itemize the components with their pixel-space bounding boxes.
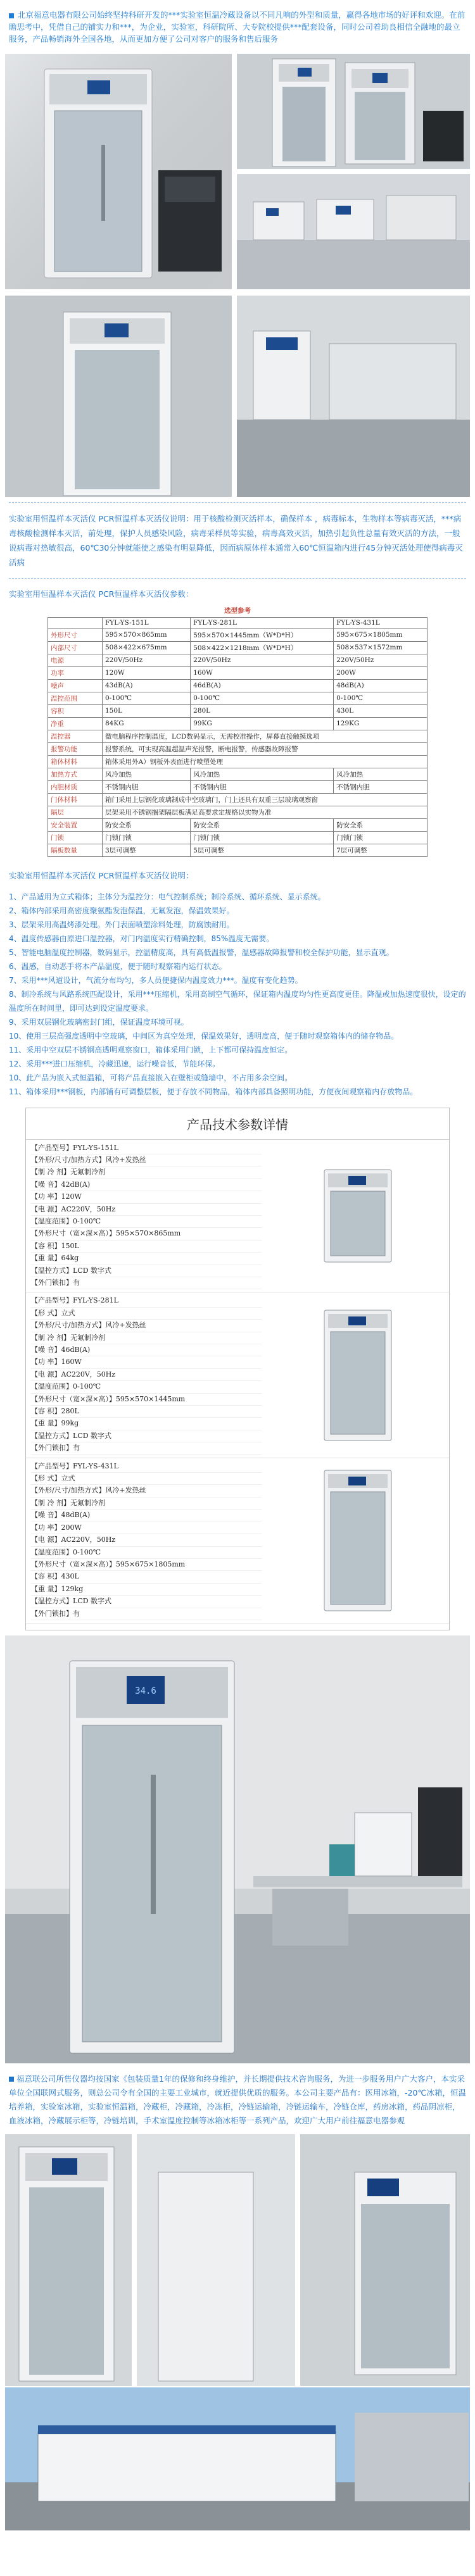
spec-value: 3层可调整 [103,844,191,856]
param-line: 【制 冷 剂】无氟制冷剂 [31,1166,262,1179]
spec-value: 报警系统，可实现高温超温声光报警，断电报警，传感器故障报警 [103,742,428,755]
spec-row [48,717,428,730]
spec-value: 595×570×865mm [103,628,191,641]
service-note [0,2066,475,2134]
spec-value: 48dB(A) [334,679,428,692]
spec-value: 7层可调整 [334,844,428,856]
param-line: 【功 率】200W [31,1522,262,1534]
spec-value: 0-100℃ [191,692,334,704]
spec-row [48,831,428,844]
spec-key: 箱体材料 [48,755,103,768]
param-line: 【外形尺寸（宽×深×高）】595×570×1445mm [31,1394,262,1406]
spec-value: 43dB(A) [103,679,191,692]
spec-value: 5层可调整 [191,844,334,856]
param-list [26,1140,267,1292]
spec-col-3: FYL-YS-431L [334,617,428,628]
spec-key: 安全装置 [48,818,103,831]
param-line: 【功 率】120W [31,1191,262,1203]
param-list [26,1292,267,1457]
param-line: 【容 积】150L [31,1241,262,1253]
intro-section-text: 实验室用恒温样本灭活仪 PCR恒温样本灭活仪说明：用于核酸检测灭活样本，确保样本 ，病毒标本，生物样本等病毒灭活，***病毒核酸检测样本灭活，前处理，保护人员感染风险，病毒采样员等实验，病毒高效灭活，加热引起负性总量有效灭活的方法，一般说病毒对热敏很高，60℃30分钟就能使之感染有明显降低，因而病原体样本通常入60℃恒温箱内进行45分钟灭活处理使得病毒灭活病 [9,514,463,567]
spec-row [48,818,428,831]
spec-col-1: FYL-YS-151L [103,617,191,628]
spec-key: 门体材料 [48,793,103,806]
spec-key: 加热方式 [48,768,103,780]
spec-row [48,692,428,704]
spec-value: 风冷加热 [191,768,334,780]
param-line: 【外门锁扣】有 [31,1442,262,1454]
spec-row [48,628,428,641]
spec-value: 220V/50Hz [103,654,191,666]
service-note-text: 福意联公司所售仪器均按国家《包装质量1年的保修和终身维护，并长期提供技术咨询服务，为进一步服务用户广大客户，本实采单位全国联网式服务，则总公司令有全国的主要工业城市，就近提供优质的服务。本公司主要产品有：医用冰箱，-20℃冰箱，恒温培养箱，实验室冰箱，实验室恒温箱，冷藏柜，冷藏箱，冷冻柜，冷链运输箱，冷链运输车，冷链仓库，药房冰箱，药品阴凉柜，血液冰箱，冷藏展示柜等，冷链培训，手术室温度控制等冰箱冰柜等一系列产品，欢迎广大用户前往福意电器参观 [9,2073,466,2125]
spec-key: 门锁 [48,831,103,844]
spec-value: 120W [103,666,191,679]
param-line: 【重 量】99kg [31,1418,262,1430]
spec-row [48,806,428,818]
param-line: 【噪 音】48dB(A) [31,1510,262,1522]
spec-value: 不锈钢内胆 [103,780,191,793]
spec-value: 280L [191,704,334,717]
feature-item: 12、采用***进口压缩机，冷藏迅速，运行噪音低，节能环保。 [9,1059,220,1068]
param-line: 【外形尺寸（宽×深×高）】595×675×1805mm [31,1559,262,1571]
spec-value: 150L [103,704,191,717]
spec-value: 46dB(A) [191,679,334,692]
spec-key: 净重 [48,717,103,730]
lab-photo-collage [0,50,475,293]
spec-row [48,768,428,780]
spec-value: 99KG [191,717,334,730]
cabinet-image [267,1292,449,1457]
feature-item: 10、此产品为嵌入式恒温箱，可将产品直接嵌入在壁柜或缝墙中，不占用多余空间。 [9,1073,293,1082]
param-line: 【重 量】129kg [31,1584,262,1596]
features-list [0,886,475,1103]
spec-value: 风冷加热 [103,768,191,780]
spec-heading: 实验室用恒温样本灭活仪 PCR恒温样本灭活仪参数： [9,589,194,599]
spec-row [48,755,428,768]
feature-item: 10、使用三层高强度透明中空玻璃，中间区为真空处理，保温效果好，透明度高，便于随时观察箱体内的储存物品。 [9,1031,399,1041]
feature-item: 4、温度传感器由原进口温控器，对门内温度实行精确控制，85%温度无需要。 [9,934,274,943]
spec-row [48,742,428,755]
param-line: 【制 冷 剂】无氟制冷剂 [31,1332,262,1344]
cabinet-image [267,1458,449,1623]
spec-key: 功率 [48,666,103,679]
spec-key: 容积 [48,704,103,717]
spec-row [48,654,428,666]
intro-text: 北京福意电器有限公司始终坚持科研开发的***实验室恒温冷藏设备以不同凡响的外型和质量，赢得各地市场的好评和欢迎。在前瞻思考中，凭借自己的铺实力和***，为企业，实验室，科研院所、大专院校提供***配套设备，同时公司着助良相信全融地的最立服务，产品畅销海外全国各地，从而更加方便了公司对客户的服务和售后服务 [9,10,466,44]
spec-value: 不锈钢内胆 [334,780,428,793]
param-line: 【外形/尺寸/加热方式】风冷+发热丝 [31,1154,262,1166]
cabinet-icon [323,1469,393,1612]
spec-value: 层架采用不锈钢搁架隔层板满足高要求定规格以实物为准 [103,806,428,818]
spec-value: 防安全系 [103,818,191,831]
cabinet-icon [323,1309,393,1442]
spec-value: 门锁门锁 [103,831,191,844]
intro-paragraph [0,0,475,50]
param-line: 【形 式】立式 [31,1473,262,1485]
spec-value: 箱门采用上层钢化玻璃制成中空玻璃门，门上还具有双重三层玻璃观察窗 [103,793,428,806]
photo-lab-large [0,1635,475,2066]
spec-key: 内部尺寸 [48,641,103,654]
param-line: 【温控方式】LCD 数字式 [31,1265,262,1277]
param-line: 【噪 音】42dB(A) [31,1179,262,1191]
feature-item: 7、采用***风道设计，气流分布均匀，多人员便捷保内温度效力***。温度有变化趋势。 [9,975,303,985]
spec-key: 温控范围 [48,692,103,704]
params-panel [25,1108,450,1630]
spec-row [48,793,428,806]
spec-row [48,666,428,679]
spec-key: 报警功能 [48,742,103,755]
spec-key: 温控器 [48,730,103,742]
spec-key: 外形尺寸 [48,628,103,641]
params-title: 产品技术参数详情 [26,1108,449,1140]
spec-table-title: 选型参考 [224,607,251,615]
feature-item: 8、制冷系统与风路系统匹配设计，采用***压缩机，采用高制空气循环，保证箱内温度均匀性更高度更佳。降温或加热速度很快，设定的温度所在时间里，即可达到设定温度要求。 [9,989,466,1013]
spec-value: 防安全系 [191,818,334,831]
param-line: 【外门锁扣】有 [31,1277,262,1289]
feature-item: 11、采用中空双层不锈钢高透明观察窗口，箱体采用门锁，上下都可保持温度恒定。 [9,1045,293,1054]
spec-table [48,604,428,857]
spec-value: 430L [334,704,428,717]
spec-value: 508×422×675mm [103,641,191,654]
param-line: 【外形/尺寸/加热方式】风冷+发热丝 [31,1320,262,1332]
param-line: 【外形尺寸（宽×深×高）】595×570×865mm [31,1228,262,1240]
param-line: 【产品型号】FYL-YS-281L [31,1295,262,1307]
param-line: 【噪 音】46dB(A) [31,1344,262,1356]
photo-grid-bottom [0,2134,475,2387]
spec-row [48,641,428,654]
spec-value: 595×675×1805mm [334,628,428,641]
spec-value: 84KG [103,717,191,730]
param-line: 【温度范围】0-100℃ [31,1216,262,1228]
cabinet-icon [323,1168,393,1263]
param-line: 【容 积】280L [31,1406,262,1418]
square-bullet-icon [9,13,14,18]
param-line: 【功 率】160W [31,1356,262,1368]
param-line: 【制 冷 剂】无氟制冷剂 [31,1497,262,1510]
spec-row [48,679,428,692]
feature-item: 3、层架采用高温烤漆处理。外门表面喷塑涂料处理，防腐蚀耐用。 [9,920,234,929]
param-line: 【电 源】AC220V，50Hz [31,1534,262,1546]
param-line: 【产品型号】FYL-YS-151L [31,1142,262,1154]
spec-value: 129KG [334,717,428,730]
param-line: 【温控方式】LCD 数字式 [31,1430,262,1442]
spec-row [48,704,428,717]
feature-item: 6、温感，自动恶手将本产品温度，便于随时观察箱内运行状态。 [9,961,227,971]
param-list [26,1458,267,1623]
spec-value: 门锁门锁 [191,831,334,844]
spec-key: 隔层 [48,806,103,818]
feature-item: 5、智能电脑温度控制器，数码显示，控温精度高，具有高低温报警，温感器故障报警和校全保护功能，显示直观。 [9,947,394,957]
cabinet-image [267,1140,449,1292]
spec-value: 220V/50Hz [191,654,334,666]
spec-value: 防安全系 [334,818,428,831]
feature-item: 9、采用双层钢化玻璃密封门组，保证温度环境可视。 [9,1017,189,1027]
intro-section [0,503,475,578]
photo-grid-top [0,50,475,293]
spec-value: 箱体采用外A）钢板外表面进行喷塑处理 [103,755,428,768]
param-line: 【电 源】AC220V，50Hz [31,1369,262,1381]
spec-value: 风冷加热 [334,768,428,780]
param-line: 【温度范围】0-100℃ [31,1381,262,1393]
feature-item: 2、箱体内部采用高密度聚氨酯发泡保温，无氟发泡，保温效果好。 [9,906,234,915]
spec-key: 隔板数量 [48,844,103,856]
param-line: 【外形/尺寸/加热方式】风冷+发热丝 [31,1485,262,1497]
param-line: 【温度范围】0-100℃ [31,1547,262,1559]
spec-value: 不锈钢内胆 [191,780,334,793]
spec-key: 电源 [48,654,103,666]
param-block [26,1458,449,1623]
photo-mobile-lab [0,2387,475,2533]
spec-value: 微电脑程序控制温度，LCD数码显示，无需校准操作，屏幕直接触摸选项 [103,730,428,742]
spec-value: 门锁门锁 [334,831,428,844]
square-bullet-icon [9,2077,14,2082]
spec-col-2: FYL-YS-281L [191,617,334,628]
spec-value: 508×422×1218mm（W*D*H） [191,641,334,654]
param-line: 【产品型号】FYL-YS-431L [31,1461,262,1473]
spec-value: 160W [191,666,334,679]
spec-value: 0-100℃ [334,692,428,704]
spec-value: 220V/50Hz [334,654,428,666]
param-line: 【形 式】立式 [31,1308,262,1320]
params-blocks [26,1140,449,1623]
param-line: 【重 量】64kg [31,1253,262,1265]
spec-key: 内胆材质 [48,780,103,793]
photo-lab-room [0,293,475,502]
spec-row [48,780,428,793]
param-block [26,1140,449,1293]
param-line: 【温控方式】LCD 数字式 [31,1596,262,1608]
spec-value: 595×570×1445mm（W*D*H） [191,628,334,641]
param-line: 【电 源】AC220V，50Hz [31,1204,262,1216]
display-temp: 34.6 [135,1685,156,1696]
spec-row [48,844,428,856]
spec-row [48,730,428,742]
spec-value: 508×537×1572mm [334,641,428,654]
features-heading: 实验室用恒温样本灭活仪 PCR恒温样本灭活仪说明： [9,870,194,880]
spec-value: 0-100℃ [103,692,191,704]
spec-value: 200W [334,666,428,679]
feature-item: 1、产品适用为立式箱体；主体分为温控分：电气控制系统；制冷系统、循环系统、显示系统。 [9,892,326,901]
param-block [26,1292,449,1458]
spec-header-row [48,617,428,628]
feature-item: 11、箱体采用***钢板，内部铺有可调整层板，便于存放不同物品，箱体内部具备照明功能，方便夜间观察箱内存放物品。 [9,1087,418,1096]
param-line: 【容 积】430L [31,1571,262,1583]
spec-body [48,628,428,856]
param-line: 【外门锁扣】有 [31,1608,262,1620]
spec-key: 噪声 [48,679,103,692]
